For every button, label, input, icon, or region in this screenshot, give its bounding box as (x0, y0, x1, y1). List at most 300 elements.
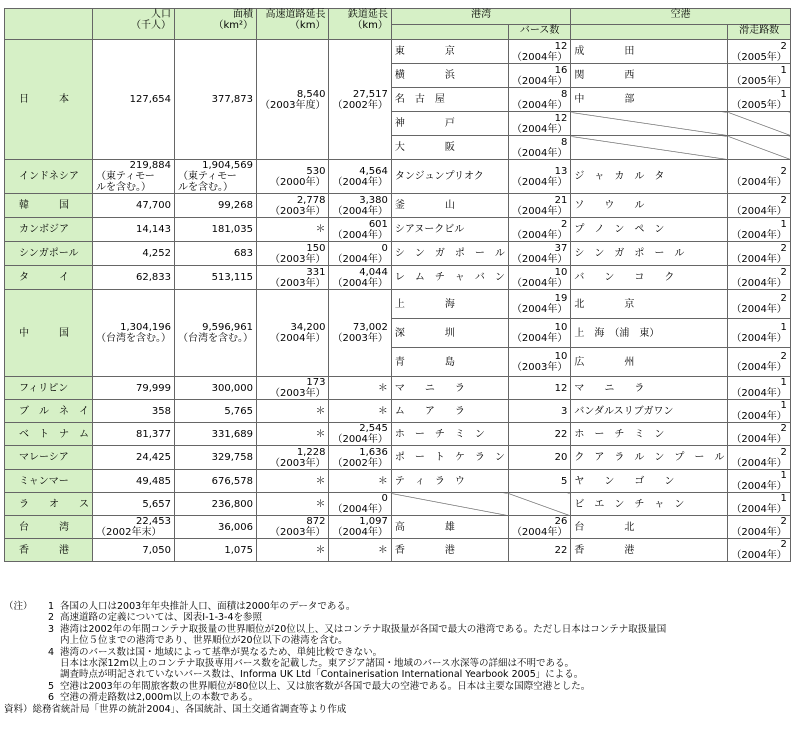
berth-count-year: （2004年） (511, 176, 568, 188)
runway-count (728, 539, 790, 562)
header-port: 港湾 (391, 9, 570, 25)
table-row (5, 516, 791, 539)
runway-count-value: 1 (780, 88, 787, 100)
population-value: 358 (151, 405, 171, 417)
airport-name: バンダルスリブガワン (571, 400, 728, 423)
area-cell (175, 446, 257, 470)
airport-name: 香 港 (571, 539, 728, 562)
runway-count-year: （2004年） (731, 550, 787, 561)
highway-value: 34,200 (290, 322, 326, 333)
highway-value: 331 (306, 266, 326, 278)
country-name: 中 国 (5, 290, 93, 377)
runway-count-year: （2004年） (731, 333, 787, 344)
area-cell (175, 290, 257, 377)
berth-count-year: （2004年） (511, 205, 568, 217)
berth-count-year: （2004年） (511, 333, 568, 344)
area-value: 300,000 (211, 382, 253, 394)
runway-count (728, 493, 790, 516)
berth-count-value: 16 (554, 64, 568, 76)
note-text: 港湾は2002年の年間コンテナ取扱量の世界順位が20位以上、又はコンテナ取扱量が各国で最大の港湾である。ただし日本はコンテナ取扱量国 (60, 623, 667, 635)
berth-count (508, 446, 570, 470)
runway-count-value: 2 (780, 516, 787, 527)
railway-cell (329, 160, 391, 194)
highway-cell (257, 242, 329, 266)
port-name (391, 493, 508, 516)
runway-count (728, 160, 790, 194)
railway-value: 3,380 (359, 194, 388, 206)
runway-count (728, 40, 790, 64)
airport-name: プ ノ ン ペ ン (571, 218, 728, 242)
berth-count (508, 88, 570, 112)
railway-value: 1,636 (359, 446, 388, 458)
railway-note: （2004年） (332, 277, 388, 289)
area-cell (175, 377, 257, 400)
highway-value: 872 (306, 516, 326, 527)
header-highway-unit: （km） (289, 20, 326, 31)
railway-note: （2004年） (332, 253, 388, 265)
country-name: ブ ル ネ イ (5, 400, 93, 423)
highway-value: ＊ (315, 475, 326, 487)
statistics-table (4, 8, 791, 562)
berth-count-value: 2 (560, 218, 568, 230)
railway-value: 2,545 (359, 423, 388, 434)
berth-count (508, 400, 570, 423)
railway-value: ＊ (377, 382, 388, 394)
runway-count-value: 1 (780, 377, 787, 388)
country-name: 台 湾 (5, 516, 93, 539)
highway-cell (257, 446, 329, 470)
header-area (175, 9, 257, 40)
header-area-unit: （km²） (213, 20, 253, 31)
runway-count-year: （2004年） (731, 253, 787, 265)
runway-count (728, 319, 790, 348)
railway-cell (329, 470, 391, 493)
area-note: （台湾を含む。） (178, 333, 253, 344)
highway-cell (257, 160, 329, 194)
area-cell (175, 470, 257, 493)
population-cell (93, 218, 175, 242)
header-runways: 滑走路数 (728, 25, 790, 40)
note-label (4, 658, 34, 669)
highway-value: ＊ (315, 498, 326, 510)
note-number (34, 669, 60, 680)
population-note: （東ティモー ルを含む。） (96, 171, 155, 193)
population-note: （2002年末） (96, 527, 162, 538)
area-note: （東ティモー ルを含む。） (178, 171, 237, 193)
highway-cell (257, 194, 329, 218)
table-row (5, 266, 791, 290)
berth-count-year: （2004年） (511, 253, 568, 265)
population-value: 79,999 (136, 382, 171, 394)
berth-count (508, 112, 570, 136)
header-blank (5, 9, 93, 40)
railway-note: （2004年） (332, 205, 388, 217)
note-text: 空港の滑走路数は2,000m以上の本数である。 (60, 692, 258, 704)
area-cell (175, 40, 257, 160)
airport-name: マ ニ ラ (571, 377, 728, 400)
runway-count-year: （2004年） (731, 176, 787, 188)
highway-cell (257, 539, 329, 562)
runway-count-value: 1 (780, 493, 787, 504)
berth-count-year: （2004年） (511, 123, 568, 135)
population-cell (93, 470, 175, 493)
population-cell (93, 290, 175, 377)
berth-count-value: 22 (554, 544, 568, 556)
highway-value: ＊ (315, 224, 326, 235)
country-name: ラ オ ス (5, 493, 93, 516)
note-item (4, 669, 728, 680)
country-name: フィリピン (5, 377, 93, 400)
note-text: 港湾のバース数は国・地域によって基準が異なるため、単純比較できない。 (60, 646, 383, 658)
highway-note: （2003年） (270, 253, 326, 265)
note-item (4, 658, 728, 669)
railway-cell (329, 400, 391, 423)
area-cell (175, 400, 257, 423)
population-value: 62,833 (136, 272, 171, 283)
berth-count (508, 218, 570, 242)
area-cell (175, 194, 257, 218)
runway-count-year: （2004年） (731, 277, 787, 289)
runway-count (728, 516, 790, 539)
table-row (5, 242, 791, 266)
runway-count-value: 2 (780, 194, 787, 206)
airport-name: ヤ ン ゴ ン (571, 470, 728, 493)
area-cell (175, 516, 257, 539)
railway-value: 1,097 (359, 516, 388, 527)
runway-count-value: 2 (780, 242, 787, 254)
highway-value: 1,228 (296, 446, 326, 458)
table-row (5, 539, 791, 562)
highway-cell (257, 290, 329, 377)
berth-count-value: 22 (554, 428, 568, 440)
railway-value: 27,517 (352, 88, 388, 100)
area-value: 329,758 (211, 452, 253, 463)
area-value: 683 (233, 248, 253, 259)
berth-count-year: （2004年） (511, 277, 568, 289)
railway-note: （2004年） (332, 229, 388, 241)
highway-note: （2003年） (270, 457, 326, 469)
population-value: 5,657 (142, 498, 171, 510)
population-cell (93, 516, 175, 539)
airport-name: シ ン ガ ポ ー ル (571, 242, 728, 266)
runway-count (728, 112, 790, 136)
population-value: 219,884 (129, 160, 171, 171)
port-name: ホ ー チ ミ ン (391, 423, 508, 446)
table-row (5, 446, 791, 470)
runway-count-year: （2004年） (731, 205, 787, 217)
airport-name: 北 京 (571, 290, 728, 319)
railway-cell (329, 266, 391, 290)
runway-count (728, 290, 790, 319)
note-number: 1 (47, 601, 54, 612)
runway-count-value: 2 (780, 539, 787, 550)
berth-count-value: 10 (554, 322, 568, 333)
runway-count-year: （2004年） (731, 388, 787, 399)
railway-note: （2004年） (332, 176, 388, 188)
header-airport-blank (571, 25, 728, 40)
berth-count (508, 136, 570, 160)
port-name: 深 圳 (391, 319, 508, 348)
table-row (5, 377, 791, 400)
table-row (5, 40, 791, 64)
berth-count-value: 3 (560, 405, 568, 417)
population-value: 47,700 (136, 200, 171, 211)
port-name: 大 阪 (391, 136, 508, 160)
population-note: （台湾を含む。） (96, 333, 171, 344)
header-population-label: 人口 (151, 9, 171, 20)
berth-count-year: （2004年） (511, 75, 568, 87)
highway-note: （2003年） (270, 277, 326, 289)
railway-cell (329, 377, 391, 400)
runway-count-year: （2004年） (731, 304, 787, 315)
population-cell (93, 194, 175, 218)
highway-note: （2003年） (270, 205, 326, 217)
berth-count (508, 194, 570, 218)
population-cell (93, 377, 175, 400)
population-value: 4,252 (142, 248, 171, 259)
runway-count-year: （2004年） (731, 434, 787, 445)
note-item (4, 681, 728, 692)
berth-count (508, 266, 570, 290)
highway-note: （2003年） (270, 388, 326, 399)
runway-count-value: 2 (780, 40, 787, 52)
railway-note: （2002年） (332, 99, 388, 111)
header-berths: バース数 (508, 25, 570, 40)
population-cell (93, 40, 175, 160)
population-value: 127,654 (129, 94, 171, 105)
source-note: 資料）総務省統計局「世界の統計2004」、各国統計、国土交通省調査等より作成 (4, 703, 347, 715)
berth-count-value: 5 (560, 475, 568, 487)
header-population (93, 9, 175, 40)
country-name: ベ ト ナ ム (5, 423, 93, 446)
area-value: 676,578 (211, 475, 253, 487)
runway-count (728, 266, 790, 290)
runway-count (728, 423, 790, 446)
runway-count-year: （2004年） (731, 457, 787, 469)
runway-count-value: 1 (780, 470, 787, 481)
population-cell (93, 266, 175, 290)
port-name: ポ ー ト ケ ラ ン (391, 446, 508, 470)
highway-value: ＊ (315, 544, 326, 556)
runway-count (728, 218, 790, 242)
area-cell (175, 539, 257, 562)
area-cell (175, 218, 257, 242)
area-value: 9,596,961 (202, 322, 253, 333)
population-cell (93, 423, 175, 446)
header-railway-unit: （km） (352, 20, 388, 31)
berth-count-value: 10 (554, 351, 568, 362)
note-number (34, 658, 60, 669)
area-value: 99,268 (218, 200, 253, 211)
runway-count-value: 1 (780, 322, 787, 333)
highway-cell (257, 493, 329, 516)
area-value: 1,904,569 (202, 160, 253, 171)
population-cell (93, 493, 175, 516)
berth-count (508, 516, 570, 539)
runway-count (728, 446, 790, 470)
runway-count-value: 2 (780, 293, 787, 304)
port-name: 上 海 (391, 290, 508, 319)
note-item (4, 612, 728, 623)
runway-count (728, 377, 790, 400)
header-port-blank (391, 25, 508, 40)
railway-value: 73,002 (352, 322, 388, 333)
highway-value: 530 (306, 165, 326, 177)
berth-count-value: 12 (554, 382, 568, 394)
railway-cell (329, 493, 391, 516)
railway-value: ＊ (377, 544, 388, 556)
berth-count-value: 37 (554, 242, 568, 254)
highway-cell (257, 40, 329, 160)
runway-count-value: 2 (780, 165, 787, 177)
berth-count (508, 64, 570, 88)
airport-name: ソ ウ ル (571, 194, 728, 218)
runway-count-year: （2005年） (731, 99, 787, 111)
berth-count-value: 8 (560, 88, 568, 100)
port-name: 香 港 (391, 539, 508, 562)
country-name: インドネシア (5, 160, 93, 194)
table-row (5, 493, 791, 516)
header-airport: 空港 (571, 9, 790, 25)
runway-count-year: （2004年） (731, 229, 787, 241)
highway-cell (257, 516, 329, 539)
airport-name (571, 112, 728, 136)
area-cell (175, 423, 257, 446)
country-name: 香 港 (5, 539, 93, 562)
highway-value: ＊ (315, 405, 326, 417)
note-text: 内上位５位までの港湾であり、世界順位が20位以下の港湾を含む。 (60, 635, 348, 647)
railway-cell (329, 290, 391, 377)
population-value: 22,453 (136, 516, 171, 527)
note-number: 2 (47, 612, 54, 624)
highway-note: （2000年） (270, 176, 326, 188)
highway-value: 150 (306, 242, 326, 254)
highway-note: （2003年度） (260, 99, 326, 111)
area-value: 36,006 (218, 521, 253, 533)
railway-cell (329, 423, 391, 446)
berth-count (508, 242, 570, 266)
population-cell (93, 400, 175, 423)
note-item (4, 624, 728, 635)
railway-value: ＊ (377, 405, 388, 417)
runway-count (728, 348, 790, 377)
berth-count-year: （2004年） (511, 229, 568, 241)
area-value: 236,800 (211, 498, 253, 510)
country-name: 韓 国 (5, 194, 93, 218)
berth-count-value: 19 (554, 293, 568, 304)
note-item (4, 692, 728, 703)
area-value: 377,873 (211, 94, 253, 105)
berth-count (508, 539, 570, 562)
railway-cell (329, 539, 391, 562)
airport-name: 関 西 (571, 64, 728, 88)
airport-name: ク ア ラ ル ン プ ー ル (571, 446, 728, 470)
note-text: 日本は水深12m以上のコンテナ取扱専用バース数を記載した。東アジア諸国・地域のバース水深等の詳細は不明である。 (60, 658, 575, 670)
area-cell (175, 160, 257, 194)
runway-count-value: 2 (780, 266, 787, 278)
port-name: マ ニ ラ (391, 377, 508, 400)
note-number: 4 (47, 646, 54, 658)
note-label (4, 635, 34, 646)
highway-value: ＊ (315, 428, 326, 440)
note-label (4, 612, 34, 623)
runway-count (728, 194, 790, 218)
population-cell (93, 242, 175, 266)
population-value: 81,377 (136, 428, 171, 440)
table-row (5, 160, 791, 194)
note-label (4, 681, 34, 692)
note-item (4, 647, 728, 658)
highway-cell (257, 470, 329, 493)
railway-note: （2004年） (332, 527, 388, 538)
railway-value: 0 (381, 493, 388, 504)
berth-count-year: （2004年） (511, 147, 568, 159)
note-label (4, 647, 34, 658)
area-value: 181,035 (211, 224, 253, 235)
highway-note: （2003年） (270, 527, 326, 538)
berth-count-value: 26 (554, 516, 568, 527)
railway-note: （2002年） (332, 457, 388, 469)
highway-cell (257, 266, 329, 290)
airport-name: バ ン コ ク (571, 266, 728, 290)
berth-count-value: 13 (554, 165, 568, 177)
note-number: 6 (47, 692, 54, 704)
berth-count-year: （2004年） (511, 304, 568, 315)
highway-cell (257, 400, 329, 423)
highway-note: （2004年） (270, 333, 326, 344)
runway-count-year: （2004年） (731, 411, 787, 422)
berth-count (508, 348, 570, 377)
area-value: 5,765 (224, 405, 253, 417)
area-value: 331,689 (211, 428, 253, 440)
berth-count (508, 290, 570, 319)
population-value: 49,485 (136, 475, 171, 487)
airport-name: 広 州 (571, 348, 728, 377)
berth-count (508, 423, 570, 446)
runway-count-year: （2004年） (731, 481, 787, 492)
note-text: 各国の人口は2003年年央推計人口、面積は2000年のデータである。 (60, 601, 356, 612)
country-name: マレーシア (5, 446, 93, 470)
country-name: タ イ (5, 266, 93, 290)
runway-count-value: 1 (780, 400, 787, 411)
area-cell (175, 242, 257, 266)
port-name: シ ン ガ ポ ー ル (391, 242, 508, 266)
runway-count (728, 64, 790, 88)
berth-count-year: （2004年） (511, 51, 568, 63)
area-value: 513,115 (211, 272, 253, 283)
port-name: タンジュンプリオク (391, 160, 508, 194)
berth-count-value: 8 (560, 136, 568, 148)
railway-cell (329, 242, 391, 266)
highway-value: 2,778 (296, 194, 326, 206)
population-value: 14,143 (136, 224, 171, 235)
highway-cell (257, 377, 329, 400)
berth-count-value: 10 (554, 266, 568, 278)
population-value: 7,050 (142, 544, 171, 556)
berth-count-year: （2004年） (511, 99, 568, 111)
population-cell (93, 446, 175, 470)
table-row (5, 400, 791, 423)
table-row (5, 194, 791, 218)
airport-name: ビ エ ン チ ャ ン (571, 493, 728, 516)
population-cell (93, 160, 175, 194)
port-name: 東 京 (391, 40, 508, 64)
port-name: 神 戸 (391, 112, 508, 136)
highway-value: 173 (306, 377, 326, 388)
runway-count-value: 2 (780, 351, 787, 362)
note-text: 調査時点が明記されていないバース数は、Informa UK Ltd「Containerisation International Yearbook 2005」による。 (60, 669, 584, 681)
port-name: 高 雄 (391, 516, 508, 539)
